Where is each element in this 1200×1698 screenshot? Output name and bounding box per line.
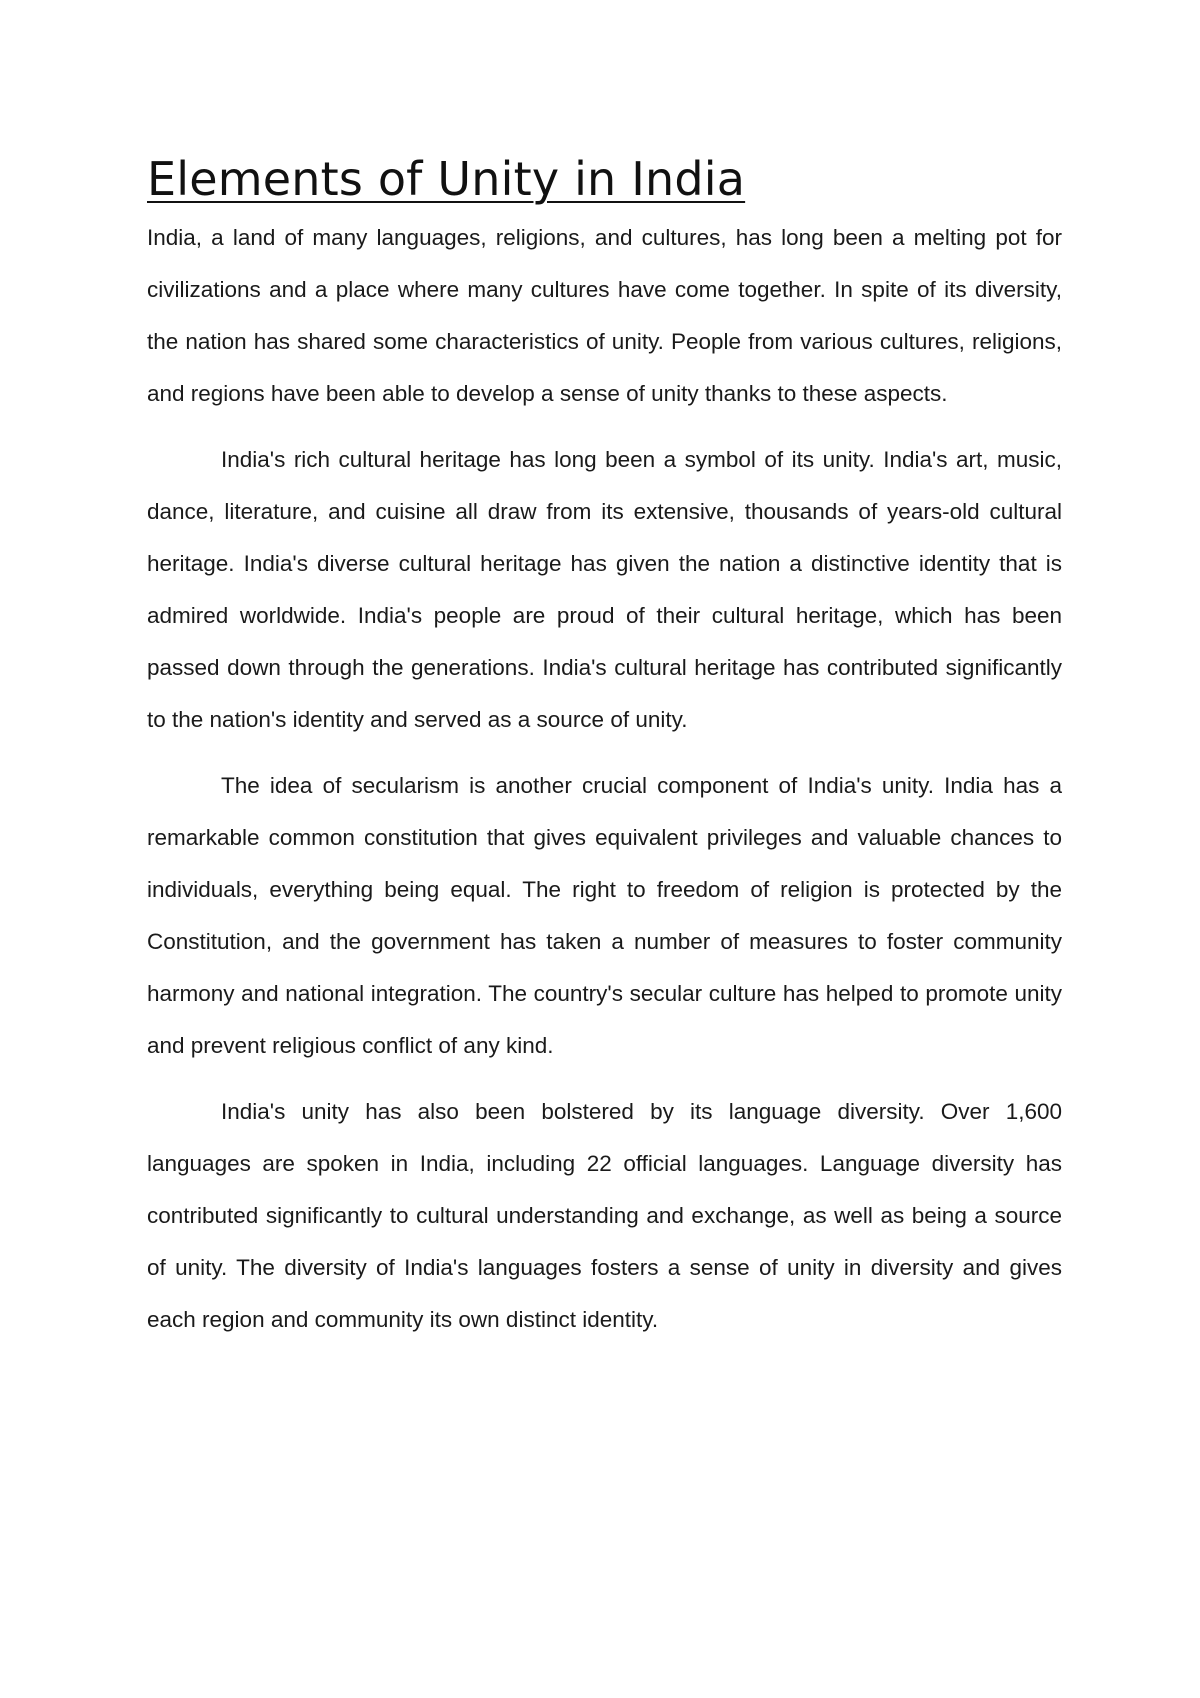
paragraph-introduction: India, a land of many languages, religions, and cultures, has long been a melting pot for civilizations and a place where many cultures have come together. In spite of its diversity, the nation has shared some characteristics of unity. People from various cultures, religions, and regions have been able to develop a sense of unity thanks to these aspects. [147, 225, 1062, 406]
paragraph-cultural-heritage: India's rich cultural heritage has long been a symbol of its unity. India's art, music, dance, literature, and cuisine all draw from its extensive, thousands of years-old cultural heritage. India's diverse cultural heritage has given the nation a distinctive identity that is admired worldwide. India's people are proud of their cultural heritage, which has been passed down through the generations. India's cultural heritage has contributed significantly to the nation's identity and served as a source of unity. [147, 447, 1062, 732]
document-body [147, 150, 1062, 1360]
paragraph-secularism: The idea of secularism is another crucial component of India's unity. India has a remarkable common constitution that gives equivalent privileges and valuable chances to individuals, everything being equal. The right to freedom of religion is protected by the Constitution, and the government has taken a number of measures to foster community harmony and national integration. The country's secular culture has helped to promote unity and prevent religious conflict of any kind. [147, 773, 1062, 1058]
document-title: Elements of Unity in India [147, 152, 746, 206]
paragraph-language-diversity: India's unity has also been bolstered by its language diversity. Over 1,600 languages are spoken in India, including 22 official languages. Language diversity has contributed significantly to cultural understanding and exchange, as well as being a source of unity. The diversity of India's languages fosters a sense of unity in diversity and gives each region and community its own distinct identity. [147, 1099, 1062, 1332]
